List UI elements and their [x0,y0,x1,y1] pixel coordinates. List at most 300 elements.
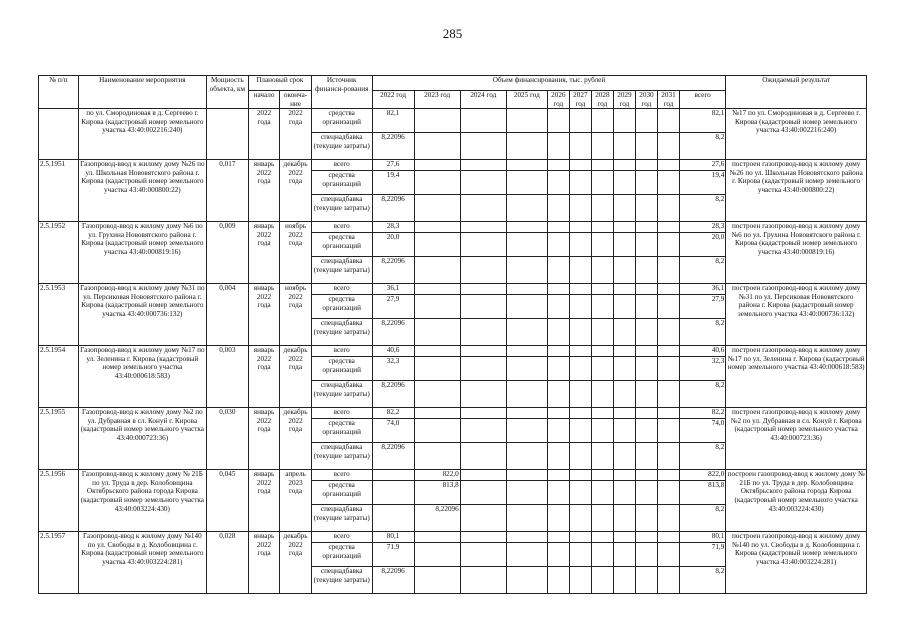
year-value [591,505,613,532]
year-value [414,133,460,160]
year-value [635,295,657,319]
row-capacity: 0,009 [206,222,248,284]
header-year: 2022 год [372,91,414,109]
total-value: 8,2 [679,381,725,408]
source-surcharge: спецнадбавка (текущие затраты) [311,381,372,408]
year-value [569,284,591,295]
row-capacity [206,109,248,160]
source-total: всего [311,160,372,171]
year-value [414,222,460,233]
row-end: декабрь 2022 года [280,532,311,594]
year-value [506,295,547,319]
year-value [547,195,569,222]
header-result: Ожидаемый результат [726,76,867,109]
year-value [547,481,569,505]
total-value: 40,6 [679,346,725,357]
header-term-end: оконча-ние [280,91,311,109]
row-num: 2.5.1956 [39,470,79,532]
year-value [506,284,547,295]
year-value [591,257,613,284]
year-value [506,408,547,419]
year-value [569,295,591,319]
source-surcharge: спецнадбавка (текущие затраты) [311,443,372,470]
year-value [506,419,547,443]
year-value [569,419,591,443]
year-value [635,419,657,443]
row-end: апрель 2023 года [280,470,311,532]
year-value: 8,22096 [372,381,414,408]
row-result: построен газопровод-ввод к жилому дому №140 по ул. Свободы в д. Колобовщина г. Кирова (кадастровый номер земельного участка 43:40:003224:281) [726,532,867,594]
total-value: 8,2 [679,133,725,160]
table-row [39,109,867,133]
year-value [372,505,414,532]
year-value [635,133,657,160]
year-value [591,443,613,470]
year-value [635,481,657,505]
row-start: январь 2022 года [248,160,279,222]
year-value [613,543,635,567]
year-value [635,443,657,470]
year-value [460,195,506,222]
row-num: 2.5.1954 [39,346,79,408]
year-value [569,357,591,381]
year-value: 82,2 [372,408,414,419]
year-value [547,171,569,195]
year-value [635,357,657,381]
year-value [635,543,657,567]
year-value [657,532,679,543]
year-value [506,195,547,222]
year-value [613,505,635,532]
source-total: всего [311,408,372,419]
year-value [657,295,679,319]
total-value: 71,9 [679,543,725,567]
year-value [569,160,591,171]
year-value [635,195,657,222]
header-year: 2031 год [657,91,679,109]
source-funds: средства организаций [311,109,372,133]
row-result: построен газопровод-ввод к жилому дому №17 по ул. Зеленина г. Кирова (кадастровый номер земельного участка 43:40:000618:583) [726,346,867,408]
year-value [460,295,506,319]
year-value: 8,22096 [372,443,414,470]
year-value [460,346,506,357]
year-value [613,346,635,357]
year-value [657,567,679,594]
year-value [613,233,635,257]
total-value: 80,1 [679,532,725,543]
source-total: всего [311,284,372,295]
table-row [39,346,867,357]
year-value: 8,22096 [372,133,414,160]
year-value [460,284,506,295]
year-value [657,443,679,470]
year-value [657,171,679,195]
year-value [460,381,506,408]
year-value [591,233,613,257]
source-surcharge: спецнадбавка (текущие затраты) [311,505,372,532]
year-value: 27,6 [372,160,414,171]
year-value [414,443,460,470]
row-name: Газопровод-ввод к жилому дому №17 по ул. Зеленина г. Кирова (кадастровый номер земельного участка 43:40:000618:583) [78,346,206,408]
year-value [547,295,569,319]
row-end: ноябрь 2022 года [280,284,311,346]
year-value [613,419,635,443]
year-value [506,532,547,543]
year-value [460,233,506,257]
year-value [613,171,635,195]
total-value: 32,3 [679,357,725,381]
year-value: 8,22096 [372,319,414,346]
year-value [613,357,635,381]
year-value [657,319,679,346]
year-value [613,222,635,233]
year-value [613,257,635,284]
year-value [414,381,460,408]
year-value [414,357,460,381]
table-row [39,408,867,419]
header-year: 2025 год [506,91,547,109]
row-capacity: 0,004 [206,284,248,346]
year-value [635,532,657,543]
year-value: 822,0 [414,470,460,481]
year-value [506,109,547,133]
row-start: 2022 года [248,109,279,160]
header-year: 2029 год [613,91,635,109]
year-value [635,171,657,195]
year-value [506,222,547,233]
year-value [613,109,635,133]
row-capacity: 0,003 [206,346,248,408]
row-num: 2.5.1955 [39,408,79,470]
year-value [591,295,613,319]
year-value [613,567,635,594]
year-value [591,109,613,133]
source-funds: средства организаций [311,543,372,567]
year-value: 8,22096 [414,505,460,532]
year-value [613,319,635,346]
year-value [547,222,569,233]
source-surcharge: спецнадбавка (текущие затраты) [311,567,372,594]
year-value [635,233,657,257]
year-value [569,195,591,222]
year-value [547,133,569,160]
year-value [591,408,613,419]
row-name: Газопровод-ввод к жилому дому №31 по ул. Персиковая Нововятского района г. Кирова (кадастровый номер земельного участка 43:40:000736:132) [78,284,206,346]
row-name: Газопровод-ввод к жилому дому №2 по ул. Дубравная в сл. Конуй г. Кирова (кадастровый номер земельного участка 43:40:000723:36) [78,408,206,470]
year-value [460,567,506,594]
year-value: 40,6 [372,346,414,357]
source-funds: средства организаций [311,419,372,443]
row-num: 2.5.1957 [39,532,79,594]
row-capacity: 0,045 [206,470,248,532]
year-value [591,470,613,481]
year-value: 27,9 [372,295,414,319]
year-value [635,346,657,357]
year-value [372,470,414,481]
table-row [39,284,867,295]
year-value [657,470,679,481]
year-value [506,505,547,532]
year-value [414,171,460,195]
header-source: Источник финанси-рования [311,76,372,109]
year-value [635,505,657,532]
year-value [506,133,547,160]
year-value [460,419,506,443]
year-value [613,381,635,408]
year-value [414,408,460,419]
total-value: 8,2 [679,505,725,532]
year-value [569,171,591,195]
year-value [547,408,569,419]
year-value [460,505,506,532]
year-value [460,481,506,505]
year-value [591,171,613,195]
row-start: январь 2022 года [248,532,279,594]
row-start: январь 2022 года [248,346,279,408]
year-value [460,319,506,346]
year-value: 32,3 [372,357,414,381]
source-surcharge: спецнадбавка (текущие затраты) [311,133,372,160]
total-value: 74,0 [679,419,725,443]
year-value [591,381,613,408]
total-value: 813,8 [679,481,725,505]
header-num: № п/п [39,76,79,109]
row-start: январь 2022 года [248,222,279,284]
year-value [569,543,591,567]
header-term-start: начало [248,91,279,109]
year-value [635,284,657,295]
year-value: 71,9 [372,543,414,567]
table-row [39,222,867,233]
year-value [547,319,569,346]
year-value: 8,22096 [372,567,414,594]
year-value [414,532,460,543]
year-value [613,408,635,419]
total-value: 27,9 [679,295,725,319]
year-value [547,233,569,257]
header-term: Плановый срок [248,76,311,91]
year-value [460,357,506,381]
year-value [613,295,635,319]
table-row [39,470,867,481]
year-value [657,357,679,381]
year-value [460,109,506,133]
year-value: 19,4 [372,171,414,195]
source-total: всего [311,346,372,357]
year-value: 28,3 [372,222,414,233]
year-value [613,443,635,470]
year-value [657,419,679,443]
year-value [460,171,506,195]
header-capacity: Мощность объекта, км [206,76,248,109]
total-value: 19,4 [679,171,725,195]
year-value [591,284,613,295]
year-value [506,470,547,481]
year-value [506,171,547,195]
year-value [569,443,591,470]
year-value [414,284,460,295]
year-value [591,419,613,443]
year-value [569,505,591,532]
year-value [635,257,657,284]
source-total: всего [311,222,372,233]
year-value [635,160,657,171]
year-value [591,160,613,171]
year-value [591,481,613,505]
table-row [39,160,867,171]
year-value [613,195,635,222]
row-name: Газопровод-ввод к жилому дому №26 по ул. Школьная Нововятского района г. Кирова (кадастровый номер земельного участка 43:40:000800:22) [78,160,206,222]
year-value [547,284,569,295]
year-value: 813,8 [414,481,460,505]
year-value [460,257,506,284]
row-result: построен газопровод-ввод к жилому дому №6 по ул. Грухина Нововятского района г. Кирова (кадастровый номер земельного участка 43:40:000819:16) [726,222,867,284]
row-end: декабрь 2022 года [280,408,311,470]
year-value [569,532,591,543]
year-value [657,284,679,295]
year-value [569,109,591,133]
year-value [591,133,613,160]
year-value [657,233,679,257]
row-num: 2.5.1951 [39,160,79,222]
year-value: 20,0 [372,233,414,257]
year-value [506,543,547,567]
year-value [657,543,679,567]
table-row [39,532,867,543]
year-value [569,133,591,160]
source-funds: средства организаций [311,171,372,195]
year-value [506,160,547,171]
year-value [460,222,506,233]
year-value [506,233,547,257]
row-start: январь 2022 года [248,408,279,470]
year-value [460,532,506,543]
year-value [569,567,591,594]
year-value [591,357,613,381]
row-result: построен газопровод-ввод к жилому дому №31 по ул. Персиковая Нововятского района г. Кирова (кадастровый номер земельного участка 43:40:000736:132) [726,284,867,346]
row-end: 2022 года [280,109,311,160]
header-total: всего [679,91,725,109]
source-total: всего [311,470,372,481]
year-value [657,381,679,408]
year-value [613,532,635,543]
year-value: 80,1 [372,532,414,543]
year-value [460,543,506,567]
year-value [506,567,547,594]
table-body [39,109,867,594]
year-value [506,319,547,346]
year-value [547,257,569,284]
year-value: 8,22096 [372,195,414,222]
row-name: по ул. Смородиновая в д. Сергеево г. Кирова (кадастровый номер земельного участка 43:40:002216:240) [78,109,206,160]
row-result: построен газопровод-ввод к жилому дому № 21Б по ул. Труда в дер. Колобовщина Октябрьского района города Кирова (кадастровый номер земельного участка 43:40:003224:430) [726,470,867,532]
year-value: 82,1 [372,109,414,133]
year-value: 8,22096 [372,257,414,284]
year-value [613,284,635,295]
total-value: 8,2 [679,443,725,470]
year-value: 74,0 [372,419,414,443]
year-value [657,160,679,171]
year-value [635,408,657,419]
year-value [591,346,613,357]
total-value: 28,3 [679,222,725,233]
year-value [569,346,591,357]
header-volume: Объем финансирования, тыс. рублей [372,76,726,91]
header-year: 2028 год [591,91,613,109]
year-value: 36,1 [372,284,414,295]
year-value [657,109,679,133]
year-value [547,357,569,381]
source-total: всего [311,532,372,543]
page-number: 285 [442,26,463,41]
total-value: 27,6 [679,160,725,171]
header-year: 2030 год [635,91,657,109]
year-value [657,133,679,160]
year-value [414,419,460,443]
year-value [569,257,591,284]
year-value [657,481,679,505]
year-value [547,443,569,470]
year-value [414,319,460,346]
row-result: №17 по ул. Смородиновая в д. Сергеево г. Кирова (кадастровый номер земельного участка 43:40:002216:240) [726,109,867,160]
year-value [657,408,679,419]
row-start: январь 2022 года [248,470,279,532]
year-value [460,408,506,419]
year-value [460,443,506,470]
year-value [414,233,460,257]
year-value [414,195,460,222]
total-value: 8,2 [679,195,725,222]
year-value [506,357,547,381]
year-value [414,543,460,567]
total-value: 822,0 [679,470,725,481]
year-value [506,257,547,284]
year-value [613,133,635,160]
year-value [414,295,460,319]
header-year: 2024 год [460,91,506,109]
row-num: 2.5.1952 [39,222,79,284]
year-value [591,567,613,594]
header-name: Наименование мероприятия [78,76,206,109]
year-value [569,222,591,233]
row-name: Газопровод-ввод к жилому дому №6 по ул. Грухина Нововятского района г. Кирова (кадастровый номер земельного участка 43:40:000819:16) [78,222,206,284]
year-value [569,408,591,419]
year-value [372,481,414,505]
year-value [414,160,460,171]
year-value [591,319,613,346]
row-capacity: 0,030 [206,408,248,470]
year-value [460,133,506,160]
total-value: 8,2 [679,319,725,346]
header-year: 2026 год [547,91,569,109]
year-value [414,257,460,284]
year-value [635,109,657,133]
year-value [591,195,613,222]
source-funds: средства организаций [311,295,372,319]
year-value [569,319,591,346]
total-value: 82,2 [679,408,725,419]
financing-table [38,75,867,594]
year-value [547,160,569,171]
year-value [657,257,679,284]
source-funds: средства организаций [311,357,372,381]
year-value [547,567,569,594]
year-value [506,346,547,357]
row-num [39,109,79,160]
year-value [547,532,569,543]
row-capacity: 0,028 [206,532,248,594]
year-value [657,346,679,357]
